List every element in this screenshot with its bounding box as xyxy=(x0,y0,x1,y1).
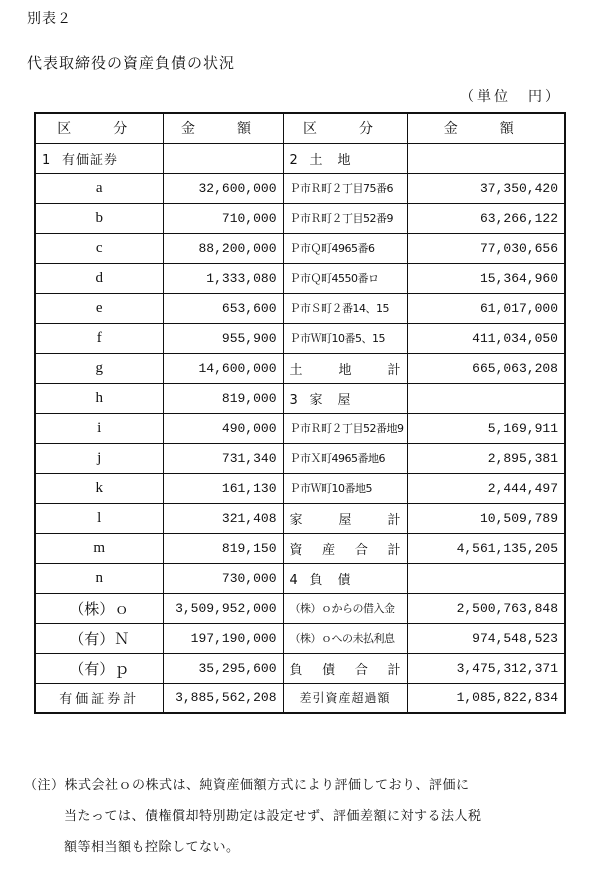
security-name: f xyxy=(35,323,163,353)
security-amount: 819,000 xyxy=(163,383,283,413)
security-amount: 88,200,000 xyxy=(163,233,283,263)
debt-name: （株）ｏからの借入金 xyxy=(283,593,407,623)
table-row xyxy=(35,263,565,293)
table-row xyxy=(35,143,565,173)
table-row xyxy=(35,353,565,383)
table-row xyxy=(35,623,565,653)
table-row xyxy=(35,533,565,563)
security-name: （有）ｐ xyxy=(35,653,163,683)
table-row xyxy=(35,413,565,443)
land-amount: 15,364,960 xyxy=(407,263,565,293)
empty-cell xyxy=(407,563,565,593)
asset-liability-table xyxy=(34,112,566,714)
debt-total-amount: 3,475,312,371 xyxy=(407,653,565,683)
section-number: 2 xyxy=(289,152,299,168)
security-name: k xyxy=(35,473,163,503)
table-row xyxy=(35,293,565,323)
security-amount: 197,190,000 xyxy=(163,623,283,653)
table-row xyxy=(35,503,565,533)
table-header-row xyxy=(35,113,565,143)
security-name: h xyxy=(35,383,163,413)
land-amount: 37,350,420 xyxy=(407,173,565,203)
section-label: 負 債 xyxy=(309,572,352,588)
security-name: （株）ｏ xyxy=(35,593,163,623)
section-debt xyxy=(283,563,407,593)
land-location: Ｐ市Ｑ町4965番6 xyxy=(283,233,407,263)
header-amount-right: 金 額 xyxy=(407,113,565,143)
debt-amount: 2,500,763,848 xyxy=(407,593,565,623)
table-row xyxy=(35,383,565,413)
section-label: 土 地 xyxy=(309,152,352,168)
security-amount: 731,340 xyxy=(163,443,283,473)
asset-total-label: 資産合計 xyxy=(283,533,407,563)
table-row xyxy=(35,563,565,593)
section-number: 1 xyxy=(42,152,52,168)
land-location: Ｐ市Ｓ町２番14、15 xyxy=(283,293,407,323)
house-location: Ｐ市Ｒ町２丁目52番地9 xyxy=(283,413,407,443)
document-title: 代表取締役の資産負債の状況 xyxy=(27,54,236,72)
debt-total-label: 負債合計 xyxy=(283,653,407,683)
footnote xyxy=(24,770,576,863)
header-category-left: 区 分 xyxy=(35,113,163,143)
security-name: g xyxy=(35,353,163,383)
land-amount: 77,030,656 xyxy=(407,233,565,263)
table-row xyxy=(35,173,565,203)
security-name: d xyxy=(35,263,163,293)
empty-cell xyxy=(163,143,283,173)
house-total-amount: 10,509,789 xyxy=(407,503,565,533)
net-excess-label: 差引資産超過額 xyxy=(283,683,407,713)
security-amount: 321,408 xyxy=(163,503,283,533)
table-row xyxy=(35,233,565,263)
table-row xyxy=(35,443,565,473)
security-name: a xyxy=(35,173,163,203)
security-amount: 32,600,000 xyxy=(163,173,283,203)
table-row xyxy=(35,653,565,683)
security-name: （有）Ｎ xyxy=(35,623,163,653)
security-amount: 710,000 xyxy=(163,203,283,233)
header-category-right: 区 分 xyxy=(283,113,407,143)
empty-cell xyxy=(407,143,565,173)
security-amount: 653,600 xyxy=(163,293,283,323)
security-name: n xyxy=(35,563,163,593)
security-name: l xyxy=(35,503,163,533)
table-row xyxy=(35,203,565,233)
land-amount: 411,034,050 xyxy=(407,323,565,353)
security-amount: 730,000 xyxy=(163,563,283,593)
empty-cell xyxy=(407,383,565,413)
land-amount: 63,266,122 xyxy=(407,203,565,233)
section-securities xyxy=(35,143,163,173)
security-name: c xyxy=(35,233,163,263)
land-total-label: 土地計 xyxy=(283,353,407,383)
section-number: 4 xyxy=(289,572,299,588)
security-amount: 3,509,952,000 xyxy=(163,593,283,623)
security-amount: 35,295,600 xyxy=(163,653,283,683)
security-amount: 14,600,000 xyxy=(163,353,283,383)
security-name: i xyxy=(35,413,163,443)
house-amount: 2,895,381 xyxy=(407,443,565,473)
table-row xyxy=(35,683,565,713)
debt-name: （株）ｏへの未払利息 xyxy=(283,623,407,653)
land-location: Ｐ市Ｒ町２丁目52番9 xyxy=(283,203,407,233)
debt-amount: 974,548,523 xyxy=(407,623,565,653)
securities-total-label: 有価証券計 xyxy=(35,683,163,713)
security-amount: 161,130 xyxy=(163,473,283,503)
house-location: Ｐ市Ｗ町10番地5 xyxy=(283,473,407,503)
land-location: Ｐ市Ｗ町10番5、15 xyxy=(283,323,407,353)
land-location: Ｐ市Ｑ町4550番ロ xyxy=(283,263,407,293)
security-amount: 490,000 xyxy=(163,413,283,443)
table-row xyxy=(35,323,565,353)
footnote-line: 額等相当額も控除してない。 xyxy=(64,840,240,855)
section-label: 家 屋 xyxy=(309,392,352,408)
security-amount: 955,900 xyxy=(163,323,283,353)
house-location: Ｐ市Ｘ町4965番地6 xyxy=(283,443,407,473)
section-label: 有価証券 xyxy=(62,152,119,168)
table-row xyxy=(35,473,565,503)
security-name: m xyxy=(35,533,163,563)
securities-total-amount: 3,885,562,208 xyxy=(163,683,283,713)
asset-total-amount: 4,561,135,205 xyxy=(407,533,565,563)
footnote-line: 当たっては、債権償却特別勘定は設定せず、評価差額に対する法人税 xyxy=(64,809,482,824)
unit-label: （単位 円） xyxy=(460,89,562,105)
document-label: 別表２ xyxy=(27,11,72,27)
house-amount: 2,444,497 xyxy=(407,473,565,503)
security-name: e xyxy=(35,293,163,323)
house-total-label: 家屋計 xyxy=(283,503,407,533)
section-house xyxy=(283,383,407,413)
security-name: j xyxy=(35,443,163,473)
footnote-line: （注）株式会社ｏの株式は、純資産価額方式により評価しており、評価に xyxy=(24,778,470,793)
net-excess-amount: 1,085,822,834 xyxy=(407,683,565,713)
security-name: b xyxy=(35,203,163,233)
land-total-amount: 665,063,208 xyxy=(407,353,565,383)
land-location: Ｐ市Ｒ町２丁目75番6 xyxy=(283,173,407,203)
section-number: 3 xyxy=(289,392,299,408)
header-amount-left: 金 額 xyxy=(163,113,283,143)
security-amount: 819,150 xyxy=(163,533,283,563)
security-amount: 1,333,080 xyxy=(163,263,283,293)
house-amount: 5,169,911 xyxy=(407,413,565,443)
table-row xyxy=(35,593,565,623)
land-amount: 61,017,000 xyxy=(407,293,565,323)
section-land xyxy=(283,143,407,173)
